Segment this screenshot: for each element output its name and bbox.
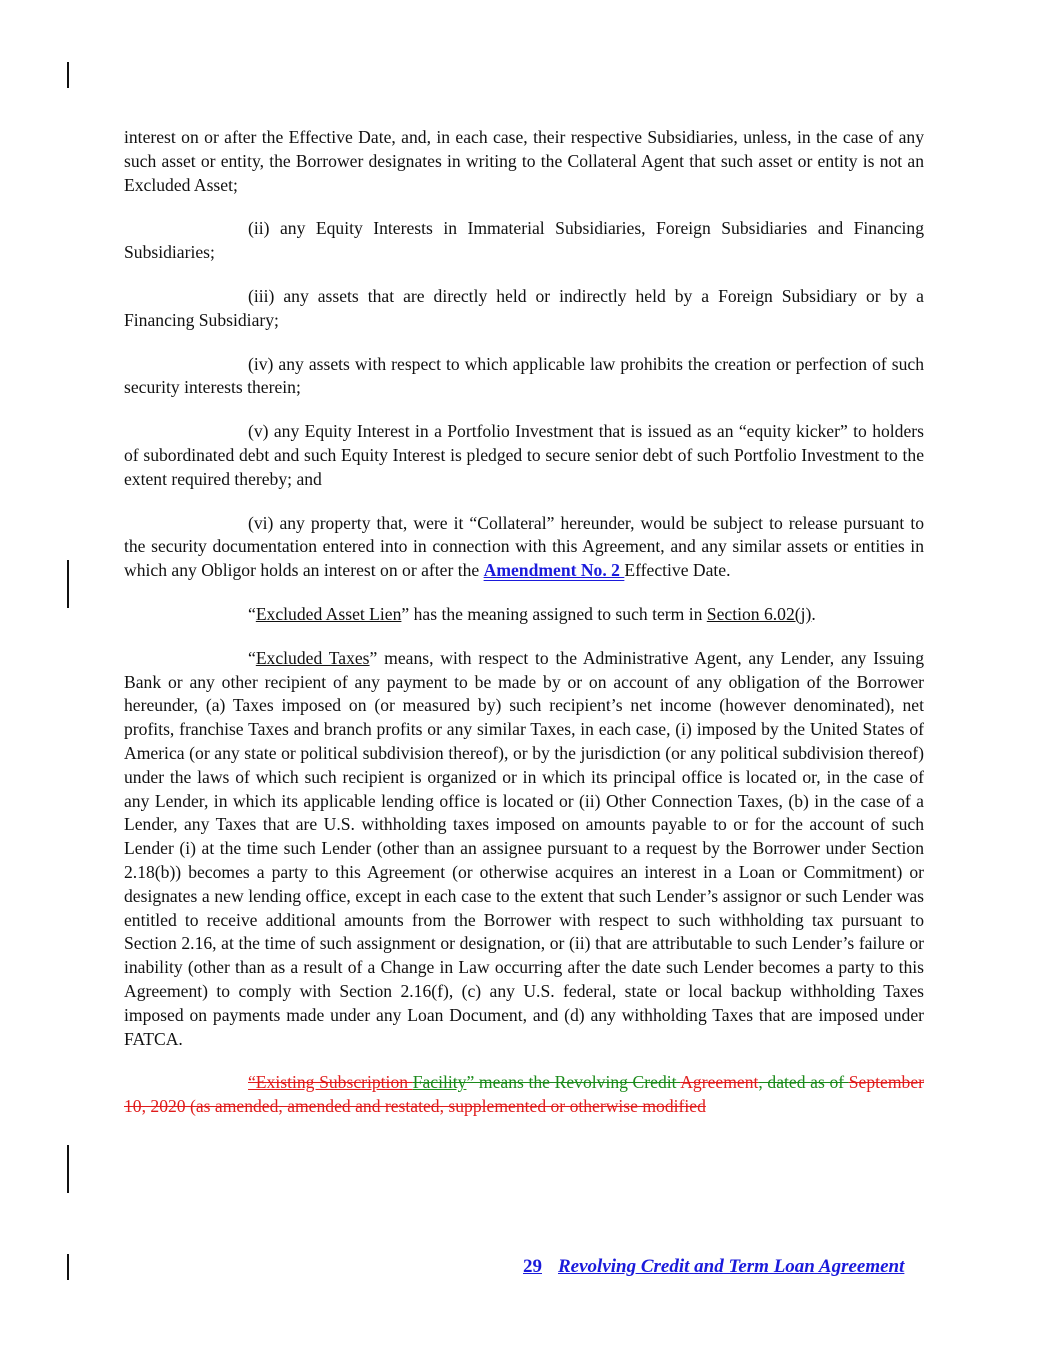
deleted-text: Facility [412,1072,467,1093]
document-title: Revolving Credit and Term Loan Agreement [558,1256,905,1277]
text: (vi) any property that, were it “Collateral” hereunder, would be subject to release pursuant to the security documentation entered into in connection with this Agreement, and any similar assets or entities in which any Obligor holds an interest on or after the [124,512,924,581]
inserted-text: Amendment No. 2 [483,560,625,581]
paragraph [124,512,924,583]
change-bar [67,62,69,88]
text: ” has the meaning assigned to such term in [401,603,707,624]
text: . [811,603,816,624]
document-page [124,126,924,1139]
definition-excluded-taxes [124,647,924,1052]
defined-term: Excluded Taxes [255,647,370,668]
paragraph: (iii) any assets that are directly held or indirectly held by a Foreign Subsidiary or by a Financing Subsidiary; [124,285,924,330]
deleted-text: ” means the Revolving Credit [466,1072,681,1093]
page-footer [523,1256,904,1278]
definition-excluded-asset-lien [124,603,924,627]
deleted-text: , dated as of [758,1072,849,1093]
change-bar [67,1145,69,1193]
defined-term: Excluded Asset Lien [255,603,402,624]
deleted-text: September 10, 2020 (as amended, amended and restated, supplemented or otherwise modified [124,1072,925,1117]
change-bar [67,560,69,608]
paragraph: (iv) any assets with respect to which applicable law prohibits the creation or perfection of such security interests therein; [124,353,924,398]
text: Effective Date. [624,560,731,581]
change-bar [67,1254,69,1280]
text: ” means, with respect to the Administrative Agent, any Lender, any Issuing Bank or any other recipient of any payment to be made by or on account of any obligation of the Borrower hereunder, (a) Taxes imposed on (or measured by) such recipient’s net income (however denominated), net profits, franchise Taxes and branch profits or any similar Taxes, in each case, (i) imposed by the United States of America (or any state or political subdivision thereof), or by the jurisdiction (or any political subdivision thereof) under the laws of which such recipient is organized or in which its principal office is located or, in the case of any Lender, in which its applicable lending office is located or (ii) Other Connection Taxes, (b) in the case of a Lender, any Taxes that are U.S. withholding taxes imposed on amounts payable to or for the account of such Lender (i) at the time such Lender (other than an assignee pursuant to a request by the Borrower under Section 2.18(b)) becomes a party to this Agreement (or otherwise acquires an interest in a Loan or Commitment) or designates a new lending office, except in each case to the extent that such Lender’s assignor or such Lender was entitled to receive additional amounts from the Borrower with respect to such withholding tax pursuant to Section 2.16, at the time of such assignment or designation, or (ii) that are attributable to such Lender’s failure or inability (other than as a result of a Change in Law occurring after the date such Lender becomes a party to this Agreement) to comply with Section 2.16(f), (c) any U.S. federal, state or local backup withholding Taxes imposed on payments made under any Loan Document, and (d) any withholding Taxes that are imposed under FATCA. [124,647,924,1049]
text: “ [248,647,256,668]
deleted-text: Agreement [680,1072,759,1093]
page-number: 29 [523,1256,542,1277]
paragraph: (ii) any Equity Interests in Immaterial Subsidiaries, Foreign Subsidiaries and Financing Subsidiaries; [124,218,924,263]
deleted-text: “Existing Subscription [248,1072,413,1093]
text: “ [248,603,256,624]
section-reference: Section 6.02(j) [706,603,812,624]
paragraph: (v) any Equity Interest in a Portfolio Investment that is issued as an “equity kicker” to holders of subordinated debt and such Equity Interest is pledged to secure senior debt of such Portfolio Investment to the extent required thereby; and [124,421,924,489]
paragraph: interest on or after the Effective Date, and, in each case, their respective Subsidiaries, unless, in the case of any such asset or entity, the Borrower designates in writing to the Collateral Agent that such asset or entity is not an Excluded Asset; [124,127,924,195]
deleted-definition-existing-subscription-facility [124,1071,924,1119]
